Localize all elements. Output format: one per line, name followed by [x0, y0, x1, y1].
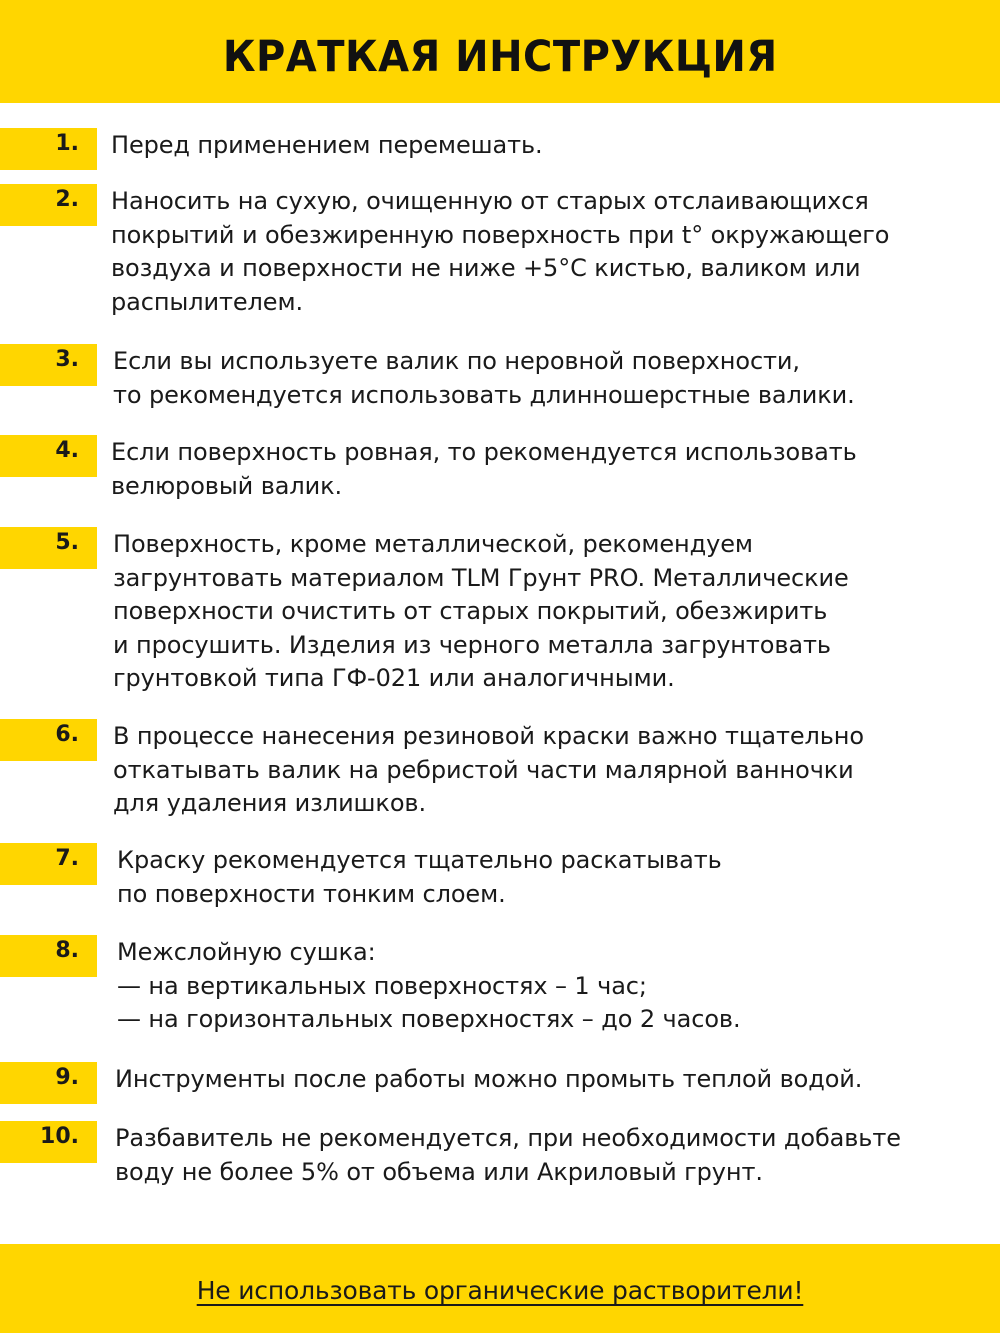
- text-line: по поверхности тонким слоем.: [117, 879, 506, 908]
- item-text: [115, 1122, 995, 1189]
- number-tab: [0, 344, 97, 386]
- text-line: Краску рекомендуется тщательно раскатывать: [117, 846, 722, 874]
- page-title: КРАТКАЯ ИНСТРУКЦИЯ: [222, 31, 778, 82]
- text-line: для удаления излишков.: [113, 789, 426, 817]
- number-tab: [0, 1121, 97, 1163]
- text-line: — на горизонтальных поверхностях – до 2 часов.: [117, 1005, 741, 1033]
- text-line: В процессе нанесения резиновой краски важно тщательно: [113, 722, 864, 750]
- text-line: грунтовкой типа ГФ-021 или аналогичными.: [113, 664, 675, 692]
- number-tab: [0, 128, 97, 170]
- footer-banner: [0, 1244, 1000, 1333]
- text-line: поверхности очистить от старых покрытий, обезжирить: [113, 597, 828, 625]
- header-banner: [0, 0, 1000, 103]
- text-line: и просушить. Изделия из черного металла загрунтовать: [113, 630, 831, 659]
- text-line: Инструменты после работы можно промыть теплой водой.: [115, 1065, 863, 1093]
- number-tab: [0, 184, 97, 226]
- item-text: [115, 1063, 995, 1097]
- text-line: Поверхность, кроме металлической, рекомендуем: [113, 530, 753, 558]
- text-line: Межслойную сушка:: [117, 938, 376, 966]
- item-number: 5.: [55, 530, 79, 555]
- text-line: Разбавитель не рекомендуется, при необходимости добавьте: [115, 1124, 901, 1152]
- item-number: 8.: [55, 938, 79, 963]
- item-number: 10.: [40, 1124, 79, 1149]
- text-line: воду не более 5% от объема или Акриловый грунт.: [115, 1157, 763, 1186]
- item-text: [113, 345, 993, 412]
- text-line: Наносить на сухую, очищенную от старых отслаивающихся: [111, 187, 869, 215]
- item-number: 4.: [55, 438, 79, 463]
- text-line: — на вертикальных поверхностях – 1 час;: [117, 971, 647, 1000]
- item-text: [111, 129, 991, 163]
- item-text: [111, 436, 991, 503]
- item-number: 1.: [55, 131, 79, 156]
- warning-text: Не использовать органические растворители!: [196, 1276, 804, 1305]
- text-line: то рекомендуется использовать длинношерстные валики.: [113, 380, 855, 409]
- number-tab: [0, 843, 97, 885]
- text-line: воздуха и поверхности не ниже +5°С кистью, валиком или: [111, 254, 861, 282]
- number-tab: [0, 1062, 97, 1104]
- text-line: Перед применением перемешать.: [111, 131, 543, 159]
- text-line: велюровый валик.: [111, 471, 343, 500]
- number-tab: [0, 435, 97, 477]
- text-line: Если вы используете валик по неровной поверхности,: [113, 347, 800, 375]
- item-number: 6.: [55, 722, 79, 747]
- item-number: 9.: [55, 1065, 79, 1090]
- text-line: откатывать валик на ребристой части малярной ванночки: [113, 755, 854, 784]
- number-tab: [0, 527, 97, 569]
- item-text: [117, 936, 997, 1037]
- item-number: 2.: [55, 187, 79, 212]
- item-number: 7.: [55, 846, 79, 871]
- text-line: загрунтовать материалом TLM Грунт PRO. Металлические: [113, 563, 849, 592]
- text-line: Если поверхность ровная, то рекомендуется использовать: [111, 438, 857, 466]
- text-line: распылителем.: [111, 287, 304, 316]
- item-text: [113, 720, 993, 821]
- number-tab: [0, 935, 97, 977]
- item-text: [117, 844, 997, 911]
- item-text: [113, 528, 993, 696]
- item-number: 3.: [55, 347, 79, 372]
- item-text: [111, 185, 991, 319]
- number-tab: [0, 719, 97, 761]
- text-line: покрытий и обезжиренную поверхность при t° окружающего: [111, 220, 890, 249]
